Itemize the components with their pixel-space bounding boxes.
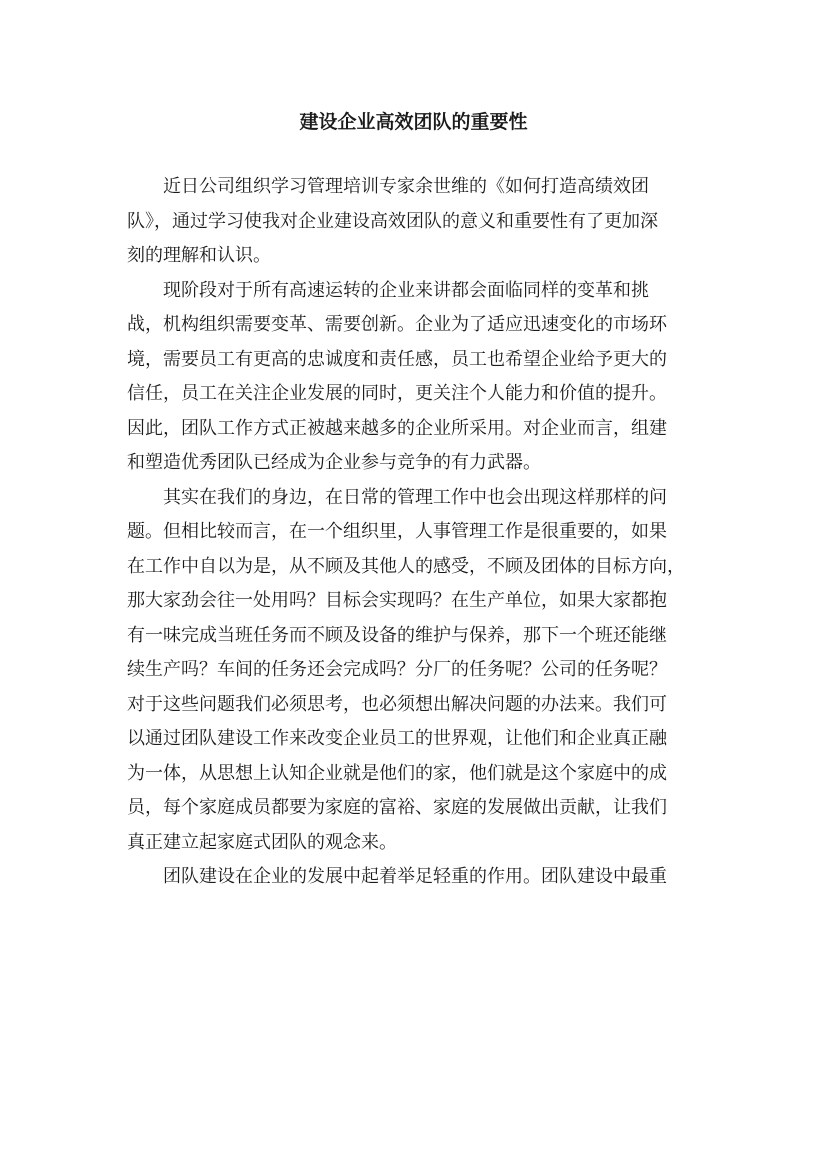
document-body: [127, 170, 717, 895]
paragraph-current-stage: [127, 274, 717, 481]
text-line: 团队建设在企业的发展中起着举足轻重的作用。团队建设中最重: [163, 866, 667, 887]
text-line: 信任，员工在关注企业发展的同时，更关注个人能力和价值的提升。: [127, 383, 667, 404]
paragraph-daily-management: [127, 481, 717, 861]
text-line: 对于这些问题我们必须思考，也必须想出解决问题的办法来。我们可: [127, 693, 667, 715]
text-line: 和塑造优秀团队已经成为企业参与竞争的有力武器。: [127, 452, 541, 473]
text-line: 员，每个家庭成员都要为家庭的富裕、家庭的发展做出贡献，让我们: [127, 797, 667, 818]
text-line: 战，机构组织需要变革、需要创新。企业为了适应迅速变化的市场环: [127, 314, 667, 335]
text-line: 因此，团队工作方式正被越来越多的企业所采用。对企业而言，组建: [127, 417, 667, 439]
paragraph-intro: [127, 170, 717, 274]
text-line: 有一味完成当班任务而不顾及设备的维护与保养，那下一个班还能继: [127, 624, 667, 646]
text-line: 题。但相比较而言，在一个组织里，人事管理工作是很重要的，如果: [127, 521, 667, 542]
text-line: 现阶段对于所有高速运转的企业来讲都会面临同样的变革和挑: [163, 279, 649, 301]
text-line: 刻的理解和认识。: [127, 245, 271, 266]
document-title: 建设企业高效团队的重要性: [299, 111, 528, 133]
paragraph-team-building: [127, 860, 717, 895]
text-line: 其实在我们的身边，在日常的管理工作中也会出现这样那样的问: [163, 486, 667, 508]
text-line: 真正建立起家庭式团队的观念来。: [127, 831, 397, 853]
text-line: 那大家劲会往一处用吗？目标会实现吗？在生产单位，如果大家都抱: [127, 590, 667, 611]
text-line: 为一体，从思想上认知企业就是他们的家，他们就是这个家庭中的成: [127, 762, 667, 784]
text-line: 在工作中自以为是，从不顾及其他人的感受，不顾及团体的目标方向，: [127, 555, 685, 577]
text-line: 以通过团队建设工作来改变企业员工的世界观，让他们和企业真正融: [127, 728, 667, 749]
text-line: 队》，通过学习使我对企业建设高效团队的意义和重要性有了更加深: [127, 210, 658, 232]
text-line: 续生产吗？车间的任务还会完成吗？分厂的任务呢？公司的任务呢？: [127, 659, 667, 680]
text-line: 境，需要员工有更高的忠诚度和责任感，员工也希望企业给予更大的: [127, 348, 667, 370]
text-line: 近日公司组织学习管理培训专家余世维的《如何打造高绩效团: [163, 176, 649, 197]
